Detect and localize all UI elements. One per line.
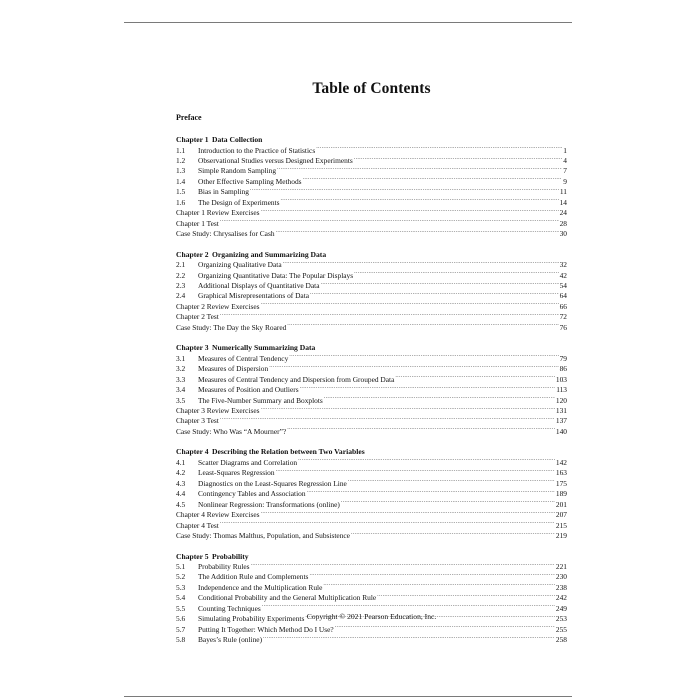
section-number: 3.5	[176, 395, 186, 405]
entry-title: Simple Random Sampling	[198, 166, 277, 176]
dot-leader	[287, 426, 555, 434]
dot-leader	[303, 176, 563, 184]
page-number: 86	[559, 364, 567, 374]
chapter-number: Chapter 1	[176, 135, 209, 144]
section-number: 1.1	[176, 145, 186, 155]
dot-leader	[251, 561, 555, 569]
section-number: 2.4	[176, 291, 186, 301]
section-number: 4.4	[176, 489, 186, 499]
entry-title: Case Study: Chrysalises for Cash	[176, 229, 275, 239]
page-number: 72	[559, 312, 567, 322]
toc-entry[interactable]	[176, 155, 567, 165]
toc-entry[interactable]	[176, 353, 567, 363]
dot-leader	[261, 509, 555, 517]
dot-leader	[316, 145, 562, 153]
toc-entry[interactable]	[176, 395, 567, 405]
page-number: 255	[555, 624, 567, 634]
dot-leader	[220, 218, 559, 226]
dot-leader	[335, 624, 555, 632]
dot-leader	[220, 520, 555, 528]
page-number: 103	[555, 374, 567, 384]
bottom-rule	[124, 696, 572, 697]
toc-entry[interactable]	[176, 165, 567, 175]
entry-title: Chapter 1 Review Exercises	[176, 208, 260, 218]
toc-entry[interactable]	[176, 634, 567, 644]
dot-leader	[289, 353, 558, 361]
page-number: 30	[559, 229, 567, 239]
page-number: 32	[559, 260, 567, 270]
dot-leader	[263, 634, 555, 642]
entry-title: Organizing Quantitative Data: The Popular Displays	[198, 270, 354, 280]
page-number: 201	[555, 499, 567, 509]
page-number: 64	[559, 291, 567, 301]
section-number: 2.2	[176, 270, 186, 280]
dot-leader	[341, 499, 555, 507]
toc-entry[interactable]	[176, 520, 567, 530]
toc-entry[interactable]	[176, 571, 567, 581]
section-number: 5.7	[176, 624, 186, 634]
entry-title: Case Study: The Day the Sky Roared	[176, 322, 287, 332]
section-number: 5.4	[176, 593, 186, 603]
section-number: 1.5	[176, 187, 186, 197]
chapter-heading	[176, 250, 567, 260]
toc-entry[interactable]	[176, 290, 567, 300]
toc-entry[interactable]	[176, 582, 567, 592]
dot-leader	[321, 280, 559, 288]
entry-title: Simulating Probability Experiments	[198, 614, 305, 624]
chapter-heading	[176, 135, 567, 145]
entry-title: Nonlinear Regression: Transformations (online)	[198, 499, 340, 509]
dot-leader	[377, 592, 555, 600]
toc-entry[interactable]	[176, 301, 567, 311]
toc-entry[interactable]	[176, 426, 567, 436]
chapter-heading	[176, 447, 567, 457]
entry-title: Chapter 1 Test	[176, 218, 219, 228]
entry-title: Scatter Diagrams and Correlation	[198, 457, 298, 467]
page-number: 221	[555, 562, 567, 571]
page-number: 1	[563, 145, 567, 155]
entry-title: Conditional Probability and the General Multiplication Rule	[198, 593, 377, 603]
toc-entry[interactable]	[176, 509, 567, 519]
toc-page	[176, 80, 567, 645]
entry-title: Bayes’s Rule (online)	[198, 635, 263, 645]
section-number: 4.1	[176, 457, 186, 467]
entry-title: Diagnostics on the Least-Squares Regression Line	[198, 478, 347, 488]
entry-title: Graphical Misrepresentations of Data	[198, 291, 310, 301]
page-number: 66	[559, 301, 567, 311]
entry-title: The Five-Number Summary and Boxplots	[198, 395, 323, 405]
page-number: 175	[555, 478, 567, 488]
chapter-title: Data Collection	[212, 135, 263, 144]
toc-entry[interactable]	[176, 228, 567, 238]
preface-heading: Preface	[176, 113, 202, 122]
entry-title: The Addition Rule and Complements	[198, 572, 309, 582]
section-number: 3.2	[176, 364, 186, 374]
page-number: 7	[563, 166, 567, 176]
chapter-section	[176, 250, 567, 333]
entry-title: Chapter 2 Test	[176, 312, 219, 322]
page-number: 79	[559, 353, 567, 363]
section-number: 4.3	[176, 478, 186, 488]
page-number: 24	[559, 208, 567, 218]
page-number: 142	[555, 457, 567, 467]
entry-title: Chapter 4 Test	[176, 520, 219, 530]
entry-title: Probability Rules	[198, 562, 250, 571]
dot-leader	[276, 228, 559, 236]
dot-leader	[250, 186, 559, 194]
page-number: 14	[559, 197, 567, 207]
dot-leader	[220, 311, 559, 319]
toc-entry[interactable]	[176, 384, 567, 394]
page-number: 9	[563, 176, 567, 186]
chapter-section	[176, 343, 567, 436]
chapter-number: Chapter 4	[176, 447, 209, 457]
dot-leader	[269, 363, 558, 371]
dot-leader	[261, 207, 559, 215]
chapter-title: Organizing and Summarizing Data	[212, 249, 327, 259]
toc-entry[interactable]	[176, 197, 567, 207]
page-number: 28	[559, 218, 567, 228]
entry-title: Measures of Central Tendency	[198, 353, 289, 363]
top-rule	[124, 22, 572, 23]
dot-leader	[323, 582, 555, 590]
toc-entry[interactable]	[176, 415, 567, 425]
chapter-heading	[176, 343, 567, 353]
dot-leader	[220, 415, 555, 423]
chapter-title: Probability	[212, 551, 249, 561]
dot-leader	[287, 322, 558, 330]
section-number: 1.3	[176, 166, 186, 176]
chapter-list	[176, 135, 567, 645]
toc-entry[interactable]	[176, 467, 567, 477]
page-number: 189	[555, 489, 567, 499]
dot-leader	[395, 374, 555, 382]
entry-title: Introduction to the Practice of Statistics	[198, 145, 316, 155]
toc-entry[interactable]	[176, 218, 567, 228]
entry-title: Chapter 4 Review Exercises	[176, 510, 260, 520]
entry-title: Measures of Central Tendency and Dispersion from Grouped Data	[198, 374, 395, 384]
entry-title: Observational Studies versus Designed Experiments	[198, 155, 353, 165]
entry-title: Putting It Together: Which Method Do I Use?	[198, 624, 334, 634]
dot-leader	[277, 165, 562, 173]
dot-leader	[351, 530, 555, 538]
entry-title: Independence and the Multiplication Rule	[198, 582, 323, 592]
entry-title: Measures of Position and Outliers	[198, 385, 299, 395]
chapter-title: Describing the Relation between Two Variables	[212, 447, 365, 457]
section-number: 1.6	[176, 197, 186, 207]
entry-title: Additional Displays of Quantitative Data	[198, 280, 320, 290]
section-number: 5.8	[176, 635, 186, 645]
toc-entry[interactable]	[176, 561, 567, 571]
entry-title: Case Study: Thomas Malthus, Population, and Subsistence	[176, 531, 350, 541]
section-number: 5.2	[176, 572, 186, 582]
page-number: 4	[563, 155, 567, 165]
chapter-section	[176, 135, 567, 239]
toc-entry[interactable]	[176, 145, 567, 155]
section-number: 1.2	[176, 155, 186, 165]
section-number: 4.5	[176, 499, 186, 509]
dot-leader	[309, 571, 554, 579]
page-number: 11	[559, 187, 567, 197]
copyright-notice: Copyright © 2021 Pearson Education, Inc.	[306, 612, 437, 621]
entry-title: Case Study: Who Was “A Mourner”?	[176, 426, 287, 436]
page-number: 140	[555, 426, 567, 436]
dot-leader	[298, 457, 555, 465]
chapter-number: Chapter 3	[176, 343, 209, 353]
toc-entry[interactable]	[176, 592, 567, 602]
chapter-section	[176, 447, 567, 540]
entry-title: Chapter 2 Review Exercises	[176, 301, 260, 311]
dot-leader	[261, 405, 555, 413]
toc-entry[interactable]	[176, 322, 567, 332]
chapter-section	[176, 552, 567, 645]
dot-leader	[261, 301, 559, 309]
page-number: 54	[559, 280, 567, 290]
section-number: 4.2	[176, 468, 186, 478]
page-number: 242	[555, 593, 567, 603]
chapter-heading	[176, 552, 567, 562]
page-number: 131	[555, 406, 567, 416]
section-number: 3.1	[176, 353, 186, 363]
page-number: 163	[555, 468, 567, 478]
page-number: 207	[555, 510, 567, 520]
chapter-number: Chapter 5	[176, 551, 209, 561]
dot-leader	[262, 603, 555, 611]
toc-entry[interactable]	[176, 488, 567, 498]
page-number: 120	[555, 395, 567, 405]
dot-leader	[324, 395, 555, 403]
entry-title: Contingency Tables and Association	[198, 489, 306, 499]
toc-entry[interactable]	[176, 374, 567, 384]
toc-entry[interactable]	[176, 457, 567, 467]
entry-title: Chapter 3 Review Exercises	[176, 406, 260, 416]
page-number: 215	[555, 520, 567, 530]
dot-leader	[354, 155, 563, 163]
toc-entry[interactable]	[176, 186, 567, 196]
page-number: 219	[555, 531, 567, 541]
page-number: 258	[555, 635, 567, 645]
toc-entry[interactable]	[176, 311, 567, 321]
page-number: 113	[556, 385, 567, 395]
toc-entry[interactable]	[176, 499, 567, 509]
section-number: 5.6	[176, 614, 186, 624]
entry-title: Chapter 3 Test	[176, 416, 219, 426]
toc-entry[interactable]	[176, 405, 567, 415]
dot-leader	[310, 290, 559, 298]
section-number: 1.4	[176, 176, 186, 186]
entry-title: The Design of Experiments	[198, 197, 280, 207]
page-title: Table of Contents	[312, 80, 431, 97]
page-number: 249	[555, 603, 567, 613]
section-number: 3.4	[176, 385, 186, 395]
section-number: 2.3	[176, 280, 186, 290]
section-number: 5.1	[176, 562, 186, 571]
toc-entry[interactable]	[176, 207, 567, 217]
page-number: 238	[555, 582, 567, 592]
toc-entry[interactable]	[176, 280, 567, 290]
toc-entry[interactable]	[176, 176, 567, 186]
toc-entry[interactable]	[176, 363, 567, 373]
page-number: 76	[559, 322, 567, 332]
toc-entry[interactable]	[176, 478, 567, 488]
entry-title: Bias in Sampling	[198, 187, 249, 197]
entry-title: Counting Techniques	[198, 603, 261, 613]
dot-leader	[283, 259, 559, 267]
page-number: 42	[559, 270, 567, 280]
entry-title: Other Effective Sampling Methods	[198, 176, 302, 186]
entry-title: Organizing Qualitative Data	[198, 260, 282, 270]
toc-entry[interactable]	[176, 270, 567, 280]
section-number: 2.1	[176, 260, 186, 270]
dot-leader	[300, 384, 556, 392]
dot-leader	[276, 467, 555, 475]
chapter-title: Numerically Summarizing Data	[212, 343, 316, 353]
dot-leader	[354, 270, 559, 278]
toc-entry[interactable]	[176, 624, 567, 634]
dot-leader	[307, 488, 555, 496]
entry-title: Measures of Dispersion	[198, 364, 269, 374]
entry-title: Least-Squares Regression	[198, 468, 275, 478]
toc-entry[interactable]	[176, 259, 567, 269]
section-number: 5.3	[176, 582, 186, 592]
section-number: 5.5	[176, 603, 186, 613]
page-number: 230	[555, 572, 567, 582]
section-number: 3.3	[176, 374, 186, 384]
dot-leader	[348, 478, 555, 486]
toc-entry[interactable]	[176, 530, 567, 540]
page-number: 137	[555, 416, 567, 426]
dot-leader	[280, 197, 558, 205]
chapter-number: Chapter 2	[176, 249, 209, 259]
page-number: 253	[555, 614, 567, 624]
